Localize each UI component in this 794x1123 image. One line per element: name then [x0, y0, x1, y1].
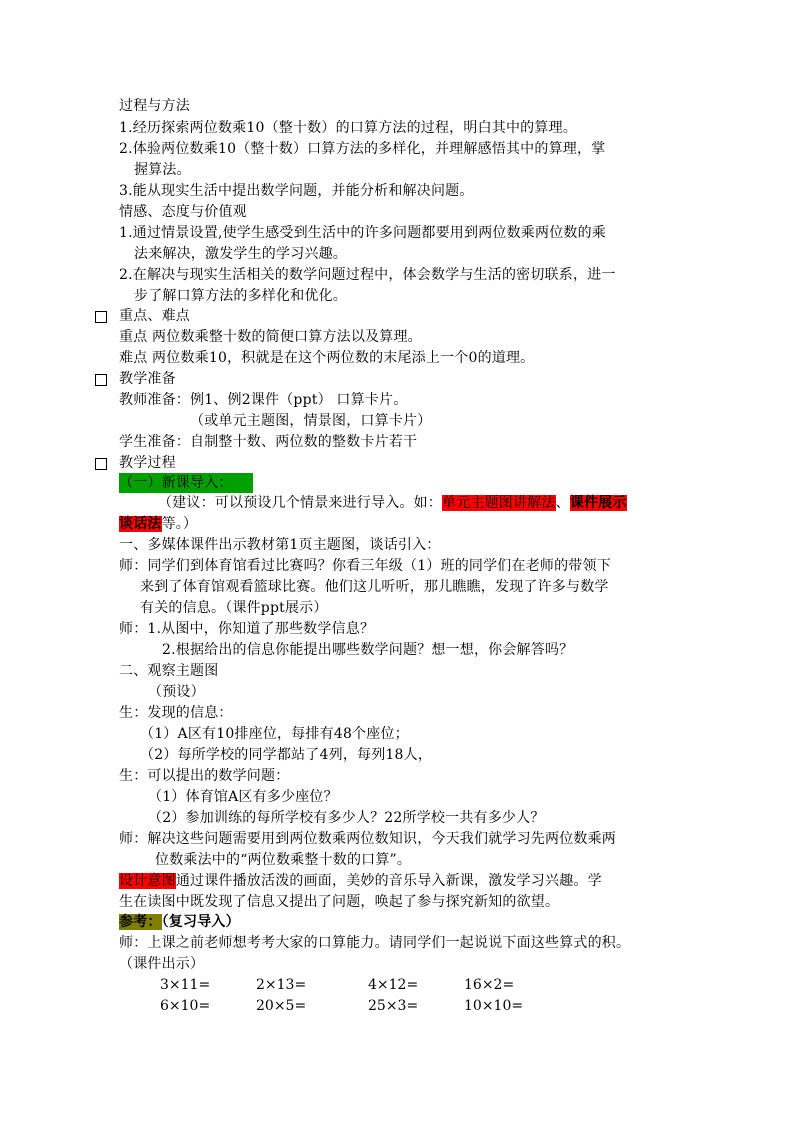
- reference-label: 参考：: [119, 914, 162, 930]
- emotion-item-1: 1.通过情景设置,使学生感受到生活中的许多问题都要用到两位数乘两位数的乘: [119, 225, 607, 241]
- step-2: 二、观察主题图: [119, 663, 219, 679]
- info-item-2: （2）每所学校的同学都站了4列，每列18人，: [140, 747, 433, 763]
- highlight-courseware: 课件展示: [569, 495, 627, 511]
- emotion-item-2-cont: 步了解口算方法的多样化和优化。: [134, 288, 347, 304]
- calc-item: 10×10=: [464, 998, 524, 1014]
- teacher-line-2a: 师：1.从图中，你知道了那些数学信息？: [119, 621, 375, 637]
- question-item-1: （1）体育馆A区有多少座位？: [148, 789, 338, 805]
- calc-item: 25×3=: [368, 998, 419, 1014]
- key-point-text: 重点 两位数乘整十数的简便口算方法以及算理。: [119, 329, 422, 345]
- process-item-3: 3.能从现实生活中提出数学问题，并能分析和解决问题。: [119, 183, 474, 199]
- heading-key-points: 重点、难点: [119, 308, 190, 324]
- process-item-1: 1.经历探索两位数乘10（整十数）的口算方法的过程，明白其中的算理。: [119, 120, 577, 136]
- suggestion-line: [158, 493, 627, 513]
- checkbox-teaching-prep: [95, 374, 107, 386]
- preset-label: （预设）: [148, 684, 205, 700]
- emotion-item-2: 2.在解决与现实生活相关的数学问题过程中，体会数学与生活的密切联系，进一: [119, 267, 616, 283]
- checkbox-teaching-process: [95, 458, 107, 470]
- new-lesson-intro-label: （一）新课导入：: [119, 473, 253, 493]
- design-intent-label: 设计意图: [119, 873, 176, 889]
- suggestion-sep: 、: [555, 495, 570, 511]
- calc-item: 4×12=: [368, 977, 419, 993]
- teacher-line-1c: 有关的信息。（课件ppt展示）: [140, 600, 328, 616]
- suggestion-text: （建议：可以预设几个情景来进行导入。如：: [158, 495, 442, 511]
- highlight-talk-method: 谈话法: [119, 516, 162, 532]
- teacher-line-3a: 师：解决这些问题需要用到两位数乘两位数知识，今天我们就学习先两位数乘两: [119, 831, 616, 847]
- student-prep: 学生准备：自制整十数、两位数的整数卡片若干: [119, 434, 418, 450]
- section-title-emotion: 情感、态度与价值观: [119, 204, 247, 220]
- teacher-prep: 教师准备：例1、例2课件（ppt） 口算卡片。: [119, 392, 408, 408]
- design-intent-line: [119, 871, 602, 891]
- teacher-line-2b: 2.根据给出的信息你能提出哪些数学问题？想一想，你会解答吗？: [162, 642, 574, 658]
- process-item-2: 2.体验两位数乘10（整十数）口算方法的多样化，并理解感悟其中的算理，掌: [119, 141, 606, 157]
- teacher-line-3b: 位数乘法中的“两位数乘整十数的口算”。: [155, 852, 412, 868]
- step-1: 一、多媒体课件出示教材第1页主题图，谈话引入：: [119, 537, 441, 553]
- checkbox-key-points: [95, 311, 107, 323]
- heading-teaching-prep: 教学准备: [119, 371, 176, 387]
- reference-line: [119, 912, 240, 932]
- suggestion-end: 等。）: [161, 516, 198, 532]
- teacher-line-1a: 师：同学们到体育馆看过比赛吗？你看三年级（1）班的同学们在老师的带领下: [119, 558, 611, 574]
- teacher-line-4a: 师：上课之前老师想考考大家的口算能力。请同学们一起说说下面这些算式的积。: [119, 935, 631, 951]
- reference-title: （复习导入）: [161, 914, 240, 930]
- calc-item: 16×2=: [464, 977, 515, 993]
- heading-teaching-process: 教学过程: [119, 455, 176, 471]
- teacher-prep-alt: （或单元主题图，情景图，口算卡片）: [190, 413, 432, 429]
- hard-point-text: 难点 两位数乘10，积就是在这个两位数的末尾添上一个0的道理。: [119, 350, 535, 366]
- teacher-line-4b: （课件出示）: [119, 956, 205, 972]
- process-item-2-cont: 握算法。: [134, 162, 191, 178]
- calc-item: 3×11=: [160, 977, 211, 993]
- teacher-line-1b: 来到了体育馆观看篮球比赛。他们这儿听听，那儿瞧瞧，发现了许多与数学: [140, 579, 609, 595]
- info-item-1: （1）A区有10排座位，每排有48个座位；: [140, 726, 409, 742]
- suggestion-line-2: [119, 514, 197, 534]
- calc-item: 20×5=: [256, 998, 307, 1014]
- emotion-item-1-cont: 法来解决，激发学生的学习兴趣。: [134, 246, 347, 262]
- question-item-2: （2）参加训练的每所学校有多少人？22所学校一共有多少人？: [148, 810, 545, 826]
- calc-item: 2×13=: [256, 977, 307, 993]
- student-question-label: 生：可以提出的数学问题：: [119, 768, 290, 784]
- calc-item: 6×10=: [160, 998, 211, 1014]
- design-intent-cont: 生在读图中既发现了信息又提出了问题，唤起了参与探究新知的欲望。: [119, 894, 560, 910]
- student-info-label: 生：发现的信息：: [119, 705, 233, 721]
- design-intent-text: 通过课件播放活泼的画面，美妙的音乐导入新课，激发学习兴趣。学: [175, 873, 602, 889]
- highlight-theme-method: 单元主题图讲解法: [442, 495, 556, 511]
- section-title-process-method: 过程与方法: [119, 98, 190, 114]
